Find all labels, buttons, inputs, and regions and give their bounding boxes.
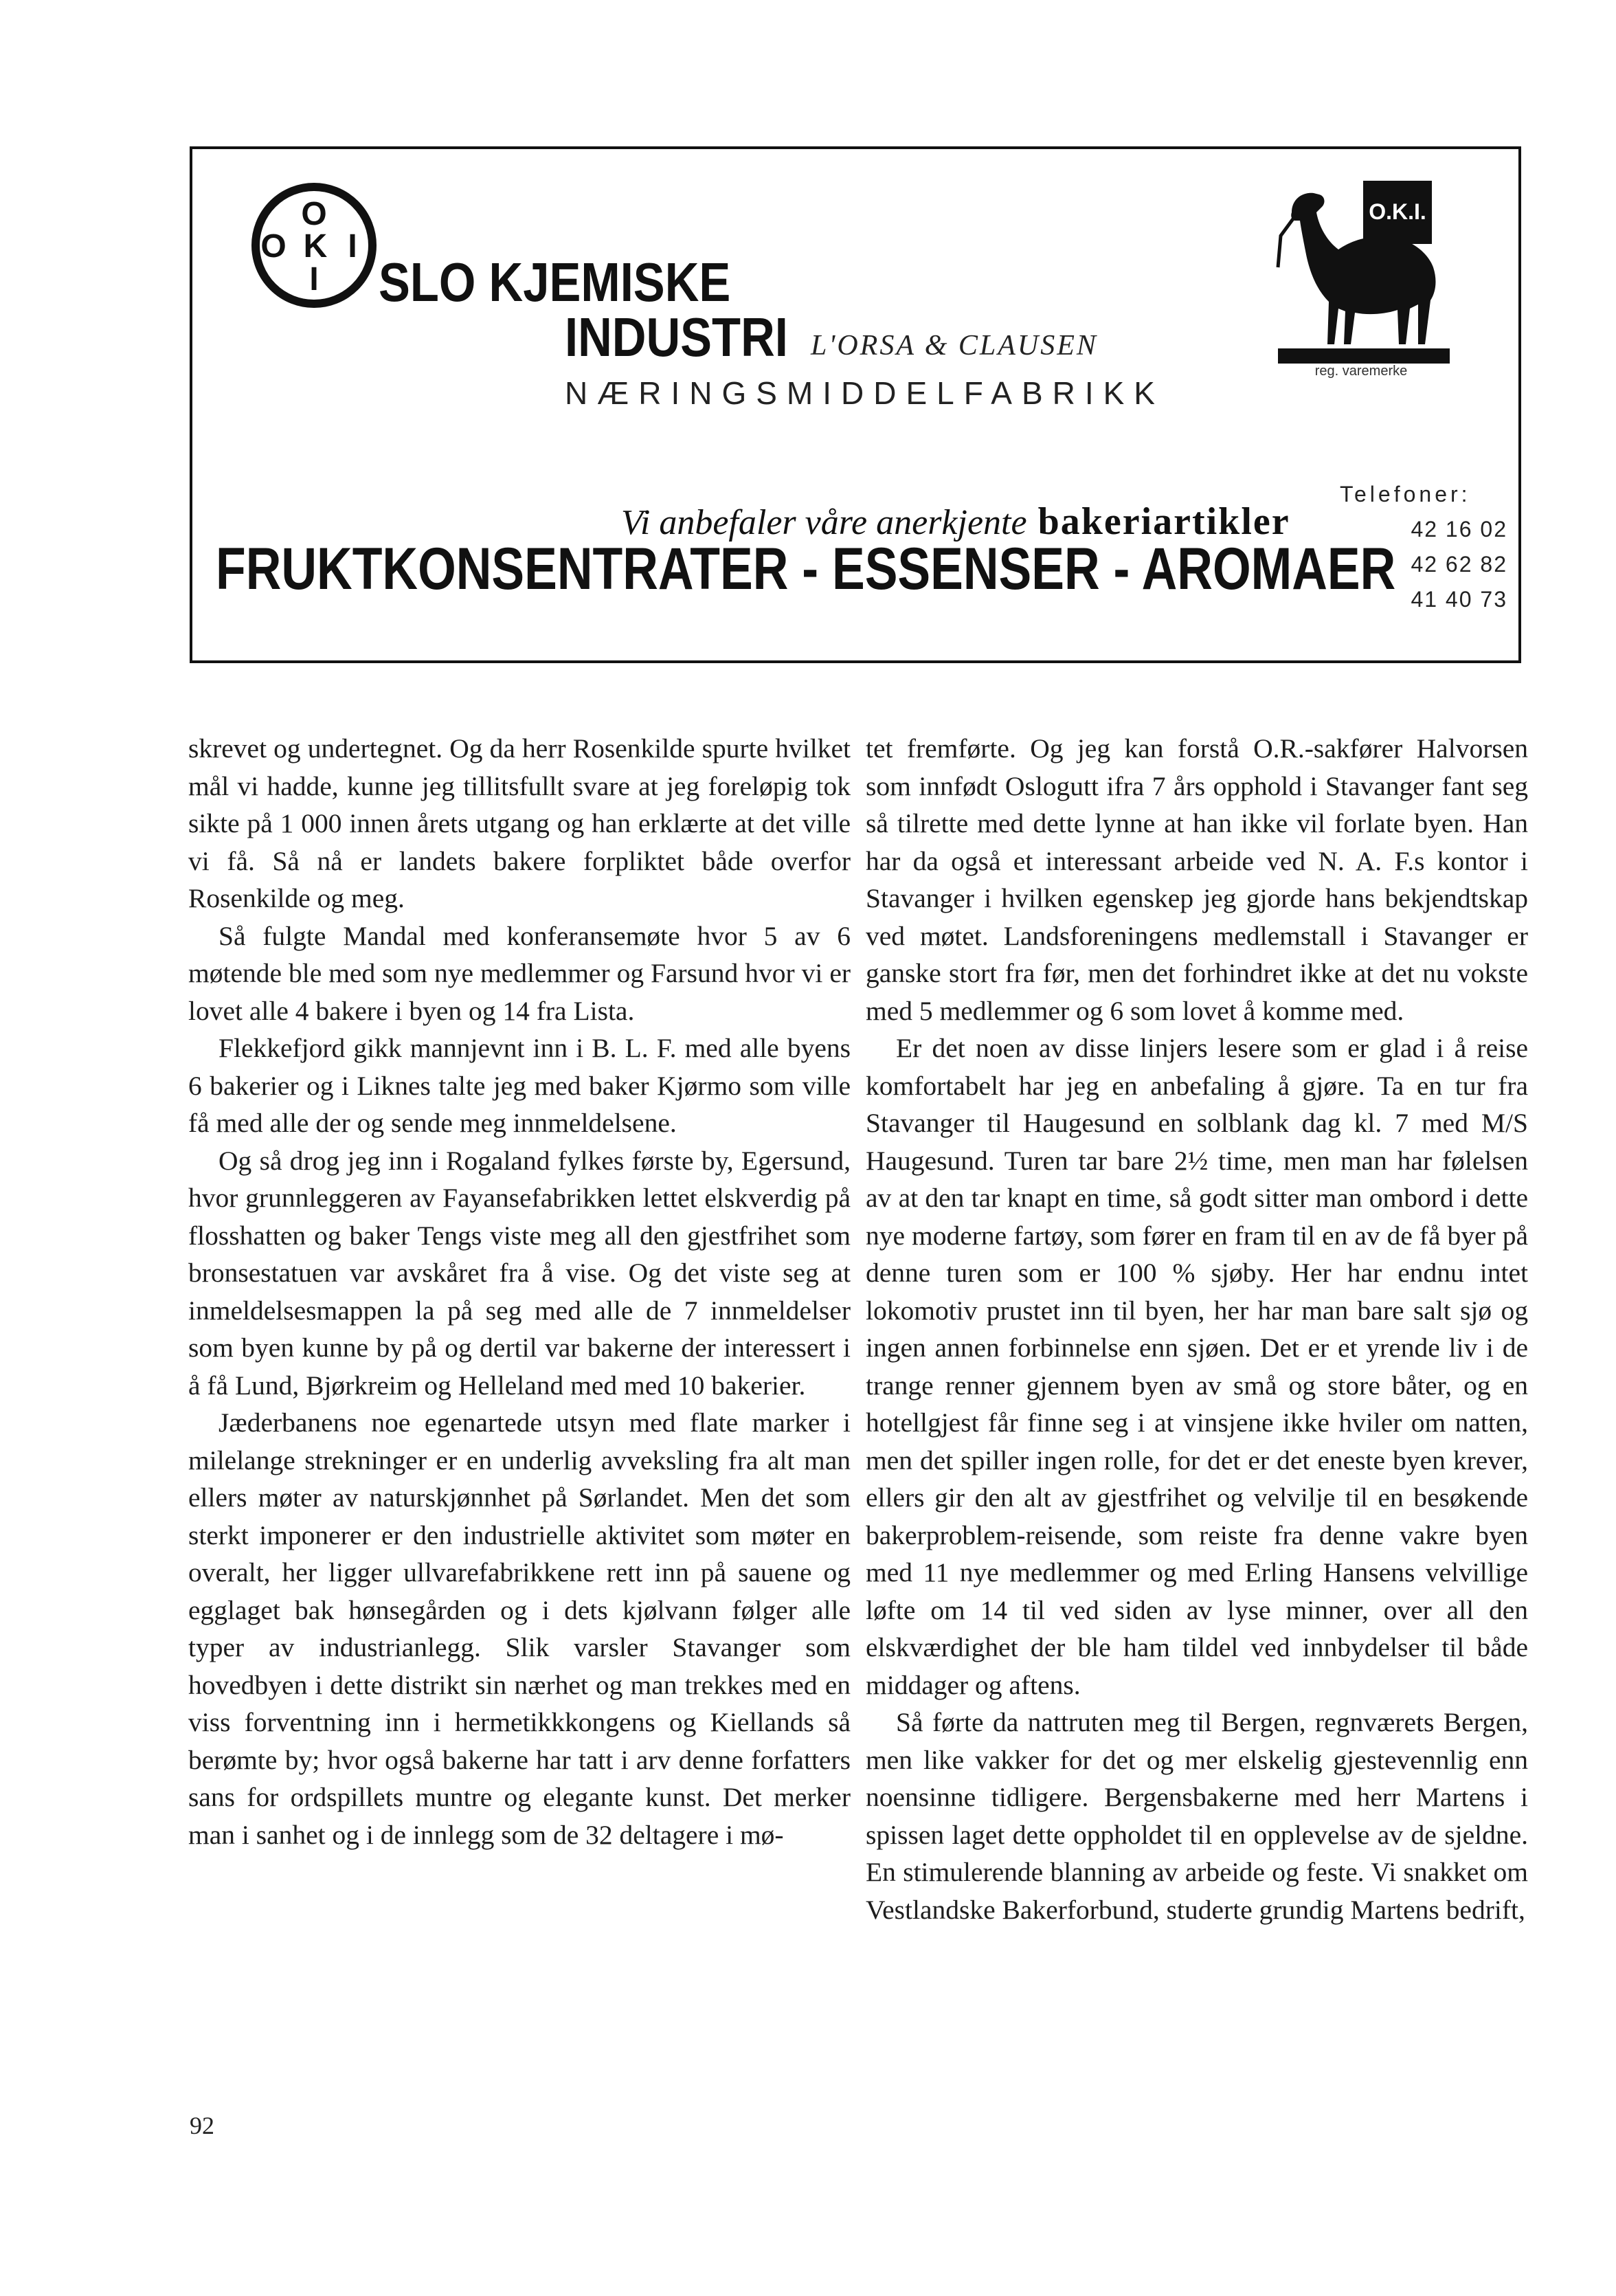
paragraph: skrevet og undertegnet. Og da herr Rosenkilde spurte hvilket mål vi hadde, kunne jeg tillitsfullt svare at jeg foreløpig tok sikte på 1 000 innen årets utgang og han erklærte at det ville vi få. Så nå er landets bakere forpliktet både overfor Rosenkilde og meg. (188, 733, 851, 913)
camel-base (1278, 348, 1450, 364)
oki-logo-right: I (348, 228, 357, 265)
page-number: 92 (190, 2112, 214, 2139)
trademark-note: reg. varemerke (1314, 364, 1408, 379)
recommend-product: bakeriartikler (1037, 500, 1290, 543)
paragraph: Så førte da nattruten meg til Bergen, regnværets Bergen, men like vakker for det og mer elskelig gjestevennlig enn noensinne tidligere. Bergensbakerne med herr Martens i spissen laget dette oppholdet til en opplevelse av de sjeldne. En stimulerende blanning av arbeide og feste. Vi snakket om Vestlandske Bakerforbund, studerte grundig Martens bedrift, (866, 1707, 1528, 1925)
oki-logo-bottom: I (309, 261, 319, 298)
product-line: FRUKTKONSENTRATER - ESSENSER - AROMAER (216, 536, 1396, 602)
phone-number: 42 62 82 (1411, 552, 1507, 577)
oki-logo-top: O (301, 196, 327, 232)
oki-logo-middle: K (303, 228, 328, 265)
article-right-column (866, 730, 1528, 1928)
paragraph: Er det noen av disse linjers lesere som er glad i å reise komfortabelt har jeg en anbefaling å gjøre. Ta en tur fra Stavanger til Haugesund en solblank dag kl. 7 med M/S Haugesund. Turen tar bare 2½ time, men man har følelsen av at den tar knapt en time, så godt sitter man ombord i dette nye moderne fartøy, som fører en fram til en av de få byer på denne turen som er 100 % sjøby. Her har endnu intet lokomotiv prustet inn til byen, her har man bare salt sjø og ingen annen forbinnelse enn sjøen. Det er et yrende liv i de trange renner gjennem byen av små og store båter, og en hotellgjest får finne seg i at vinsjene ikke hviler om natten, men det spiller ingen rolle, for det er det eneste byen krever, ellers gir den alt av gjestfrihet og velvilje til en besøkende bakerproblem-reisende, som reiste fra denne vakre byen med 11 nye medlemmer og med Erling Hansens velvillige løfte om 14 til ved siden av lyse minner, over all den elskværdighet der ble ham tildel ved innbydelser til både middager og aftens. (866, 1033, 1528, 1700)
company-owners: L'ORSA & CLAUSEN (811, 330, 1098, 361)
camel-trademark-icon (1250, 164, 1470, 370)
phone-list (1340, 482, 1512, 612)
article-left-column (188, 730, 851, 1853)
company-name-line1: SLO KJEMISKE (379, 252, 731, 313)
paragraph: Flekkefjord gikk mannjevnt inn i B. L. F. med alle byens 6 bakerier og i Liknes talte jeg med baker Kjørmo som ville få med alle der og sende meg innmeldelsene. (188, 1033, 851, 1138)
oki-logo-left: O (260, 228, 287, 265)
camel-sign-text: O.K.I. (1369, 199, 1426, 224)
paragraph: tet fremførte. Og jeg kan forstå O.R.-sakfører Halvorsen som innfødt Oslogutt ifra 7 års opphold i Stavanger fant seg så tilrette med dette lynne at han ikke vil forlate byen. Han har da også et interessant arbeide ved N. A. F.s kontor i Stavanger i hvilken egenskep jeg gjorde hans bekjendtskap ved møtet. Landsforeningens medlemstall i Stavanger er ganske stort fra før, men det forhindret ikke at det nu vokste med 5 medlemmer og 6 som lovet å komme med. (866, 733, 1528, 1026)
oki-logo (250, 181, 378, 309)
phones-label: Telefoner: (1340, 482, 1471, 506)
paragraph: Jæderbanens noe egenartede utsyn med flate marker i milelange strekninger er en underlig avveksling fra alt man ellers møter av naturskjønnhet på Sørlandet. Men det som sterkt imponerer er den industrielle aktivitet som møter en overalt, her ligger ullvarefabrikkene rett inn på sauene og egglaget bak hønsegården og i dets kjølvann følger alle typer av industrianlegg. Slik varsler Stavanger som hovedbyen i dette distrikt sin nærhet og man trekkes med en viss forventning inn i hermetikkkongens og Kiellands så berømte by; hvor også bakerne har tatt i arv denne forfatters sans for ordspillets muntre og elegante kunst. Det merker man i sanhet og i de innlegg som de 32 deltagere i mø- (188, 1407, 851, 1850)
recommend-lead: Vi anbefaler våre anerkjente (621, 503, 1027, 542)
company-name-line2: INDUSTRI (565, 306, 788, 368)
camel-bridle (1278, 215, 1296, 267)
paragraph: Og så drog jeg inn i Rogaland fylkes første by, Egersund, hvor grunnleggeren av Fayansefabrikken lettet elskverdig på flosshatten og baker Tengs viste meg all den gjestfrihet som bronsestatuen var avskåret fra å vise. Og det viste seg at inmeldelsesmappen la på seg med alle de 7 innmeldelser som byen kunne by på og dertil var bakerne der interessert i å få Lund, Bjørkreim og Helleland med med 10 bakerier. (188, 1145, 851, 1401)
phone-number: 42 16 02 (1411, 517, 1507, 542)
company-division: NÆRINGSMIDDELFABRIKK (565, 375, 1165, 411)
paragraph: Så fulgte Mandal med konferansemøte hvor 5 av 6 møtende ble med som nye medlemmer og Farsund hvor vi er lovet alle 4 bakere i byen og 14 fra Lista. (188, 920, 851, 1026)
advertisement (190, 146, 1521, 663)
phone-number: 41 40 73 (1411, 587, 1507, 612)
